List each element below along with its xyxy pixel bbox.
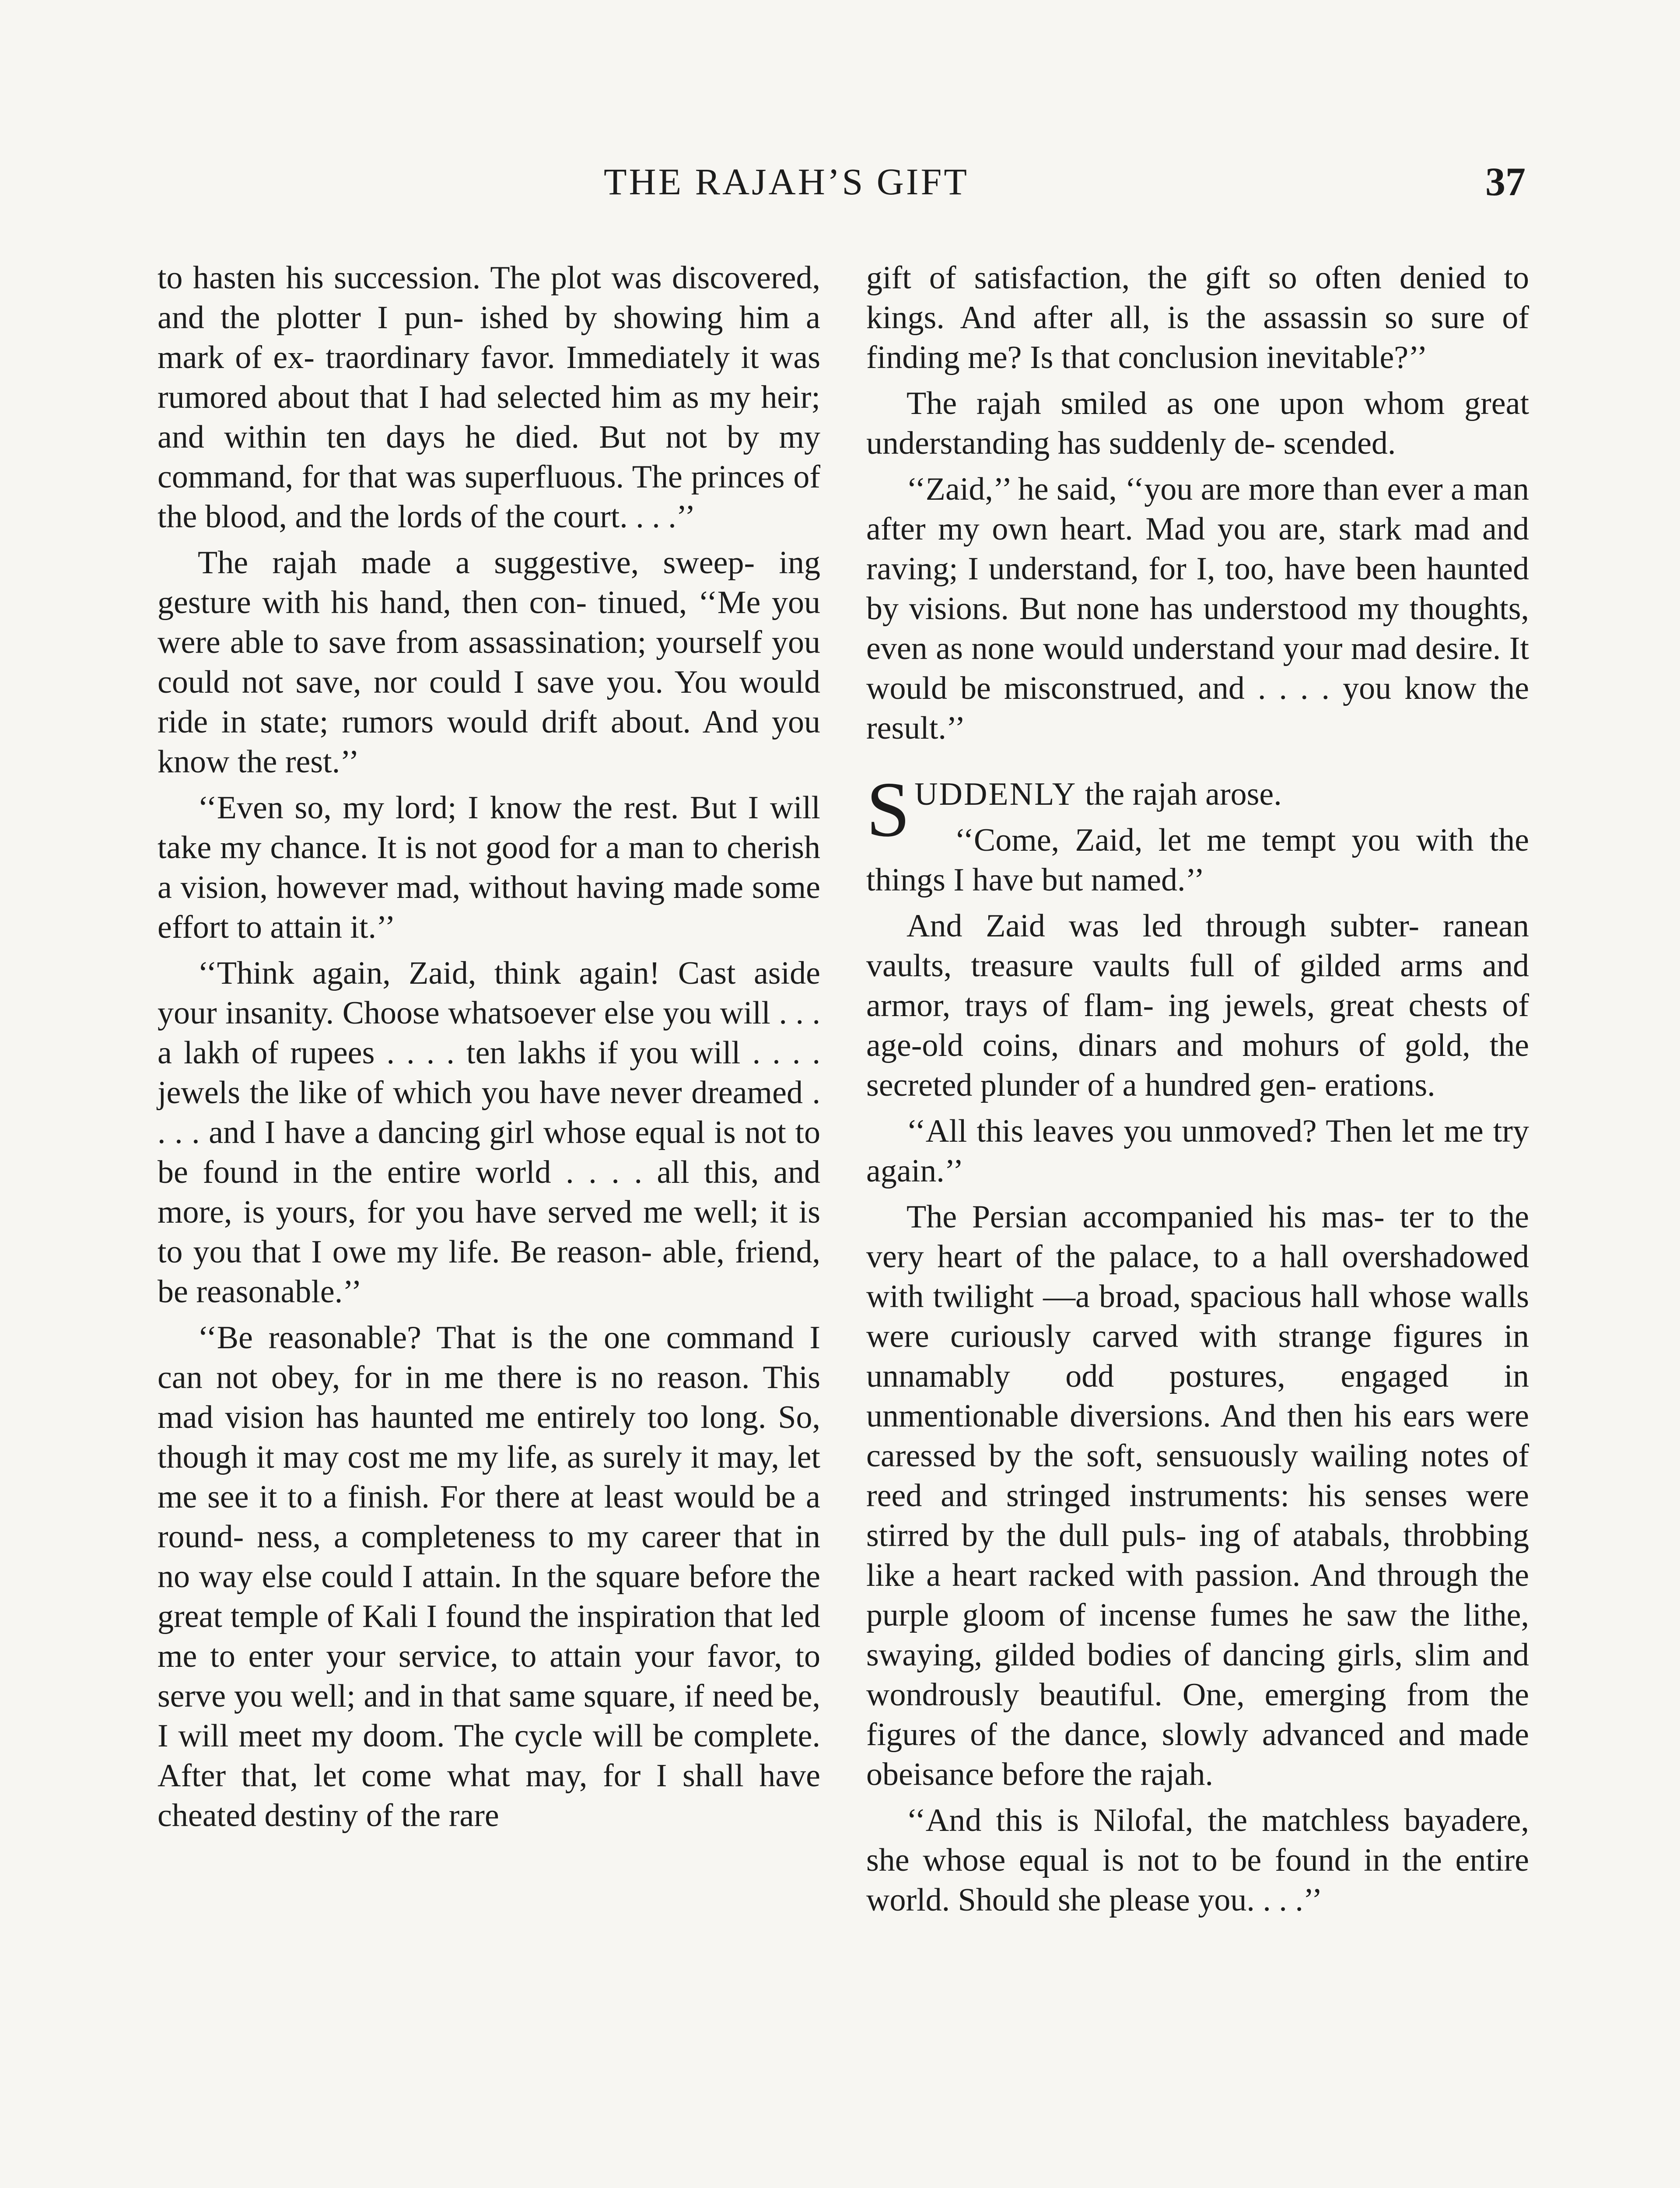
page-number: 37 bbox=[1485, 159, 1526, 204]
paragraph: ‘‘Think again, Zaid, think again! Cast aside your insanity. Choose whatsoever else you will . . . a lakh of rupees . . . . ten lakhs if you will . . . . jewels the like of which you have never dreamed . . . . and I have a dancing girl whose equal is not to be found in the entire world . . . . all this, and more, is yours, for you have served me well; it is to you that I owe my life. Be reason- able, friend, be reasonable.’’ bbox=[158, 955, 820, 1310]
section-opening-text: the rajah arose. bbox=[1085, 776, 1282, 812]
running-head bbox=[0, 158, 1680, 206]
paragraph: ‘‘And this is Nilofal, the matchless bayadere, she whose equal is not to be found in the entire world. Should she please you. . . .’’ bbox=[866, 1802, 1529, 1918]
running-title: THE RAJAH’S GIFT bbox=[604, 161, 969, 203]
paragraph: ‘‘Even so, my lord; I know the rest. But I will take my chance. It is not good for a man to cherish a vision, however mad, without having made some effort to attain it.’’ bbox=[158, 790, 820, 945]
paragraph: to hasten his succession. The plot was discovered, and the plotter I pun- ished by showing him a mark of ex- traordinary favor. Immediately it was rumored about that I had selected him as my heir; and within ten days he died. But not by my command, for that was superfluous. The princes of the blood, and the lords of the court. . . .’’ bbox=[158, 260, 820, 535]
drop-cap-word-rest: UDDENLY bbox=[914, 776, 1077, 812]
paragraph: ‘‘Zaid,’’ he said, ‘‘you are more than ever a man after my own heart. Mad you are, stark mad and raving; I understand, for I, too, have been haunted by visions. But none has understood my thoughts, even as none would understand your mad desire. It would be misconstrued, and . . . . you know the result.’’ bbox=[866, 471, 1529, 746]
paragraph: ‘‘Be reasonable? That is the one command I can not obey, for in me there is no reason. This mad vision has haunted me entirely too long. So, though it may cost me my life, as surely it may, let me see it to a finish. For there at least would be a round- ness, a completeness to my career that in no way else could I attain. In the square before the great temple of Kali I found the inspiration that led me to enter your service, to attain your favor, to serve you well; and in that same square, if need be, I will meet my doom. The cycle will be complete. After that, let come what may, for I shall have cheated destiny of the rare bbox=[158, 1320, 820, 1834]
section-opening-paragraph bbox=[866, 766, 1529, 853]
paragraph: The rajah smiled as one upon whom great understanding has suddenly de- scended. bbox=[866, 386, 1529, 461]
paragraph: The Persian accompanied his mas- ter to the very heart of the palace, to a hall overshadowed with twilight —a broad, spacious hall whose walls were curiously carved with strange figures in unnamably odd postures, engaged in unmentionable diversions. And then his ears were caressed by the soft, sensuously wailing notes of reed and stringed instruments: his senses were stirred by the dull puls- ing of atabals, throbbing like a heart racked with passion. And through the purple gloom of incense fumes he saw the lithe, swaying, gilded bodies of dancing girls, slim and wondrously beautiful. One, emerging from the figures of the dance, slowly advanced and made obeisance before the rajah. bbox=[866, 1199, 1529, 1792]
drop-cap: S bbox=[866, 766, 910, 853]
left-column bbox=[158, 258, 820, 1842]
paragraph: The rajah made a suggestive, sweep- ing gesture with his hand, then con- tinued, ‘‘Me you were able to save from assassination; yourself you could not save, nor could I save you. You would ride in state; rumors would drift about. And you know the rest.’’ bbox=[158, 545, 820, 780]
right-column bbox=[866, 258, 1529, 1926]
paragraph: gift of satisfaction, the gift so often denied to kings. And after all, is the assassin so sure of finding me? Is that conclusion inevitable?’’ bbox=[866, 260, 1529, 375]
paragraph: ‘‘Come, Zaid, let me tempt you with the things I have but named.’’ bbox=[866, 822, 1529, 898]
paragraph: ‘‘All this leaves you unmoved? Then let me try again.’’ bbox=[866, 1113, 1529, 1189]
paragraph: And Zaid was led through subter- ranean vaults, treasure vaults full of gilded arms and armor, trays of flam- ing jewels, great chests of age-old coins, dinars and mohurs of gold, the secreted plunder of a hundred gen- erations. bbox=[866, 908, 1529, 1103]
